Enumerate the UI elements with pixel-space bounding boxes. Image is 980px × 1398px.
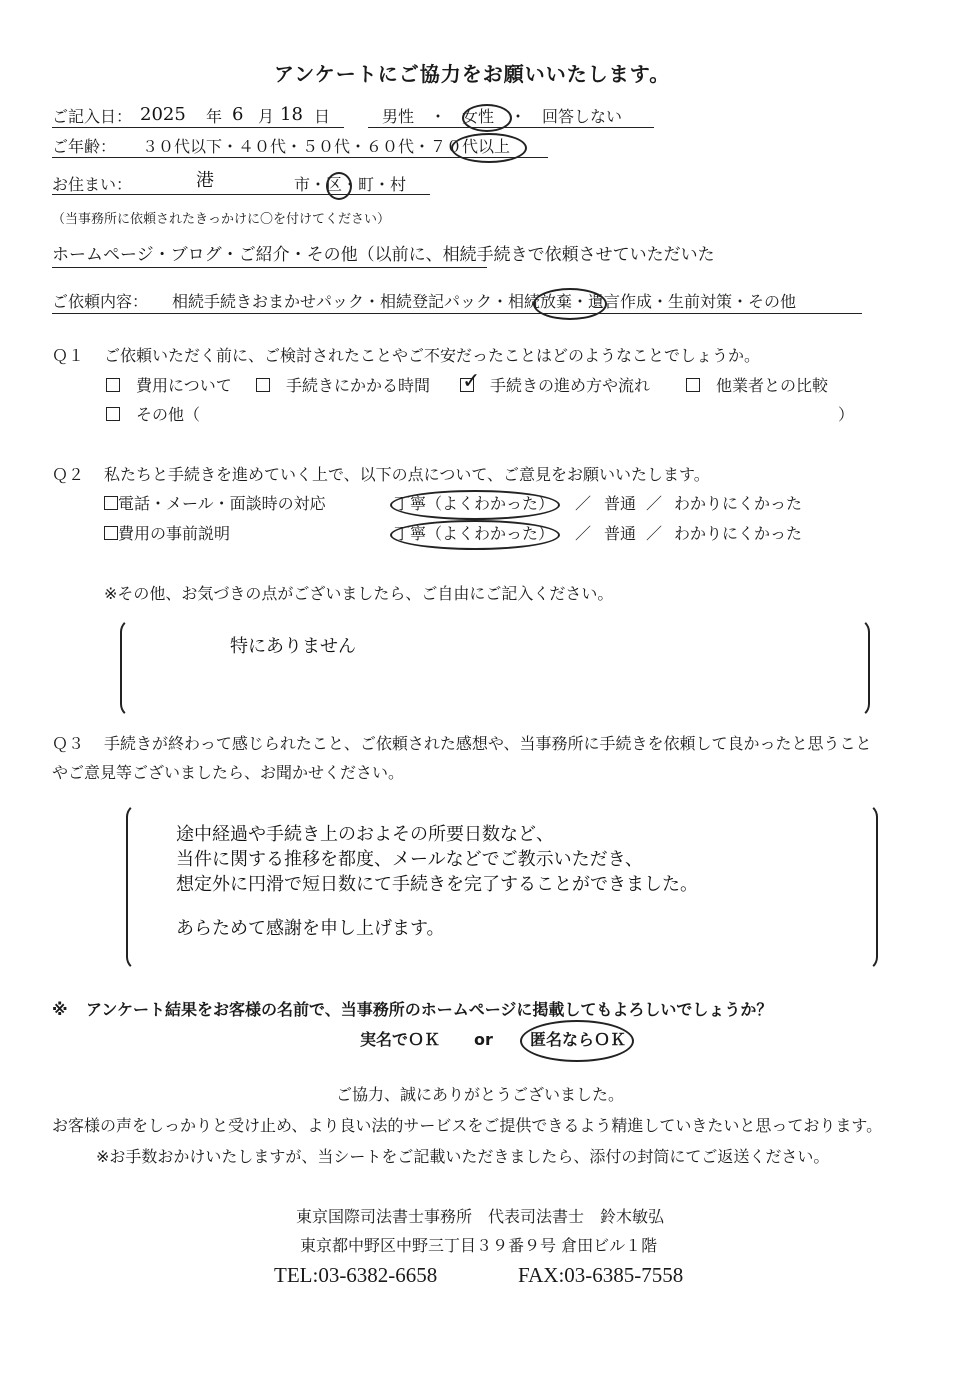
q2-choice-normal[interactable]: 普通 — [604, 524, 637, 543]
age-label: ご年齢： — [52, 137, 117, 156]
publish-option-real[interactable]: 実名でＯＫ — [360, 1030, 441, 1049]
office-fax: FAX:03-6385-7558 — [518, 1263, 684, 1287]
date-year-unit: 年 — [206, 107, 223, 126]
q2-row1-selected-circle — [390, 490, 560, 520]
request-selected-circle — [533, 288, 607, 320]
q2-slash: ／ — [575, 524, 592, 543]
office-name: 東京国際司法書士事務所 代表司法書士 鈴木敏弘 — [296, 1207, 665, 1226]
q2-slash: ／ — [646, 494, 663, 513]
age-underline — [52, 157, 548, 158]
publish-selected-circle — [520, 1020, 634, 1062]
gender-options: 男性 ・ 女性 ・ 回答しない — [382, 107, 623, 126]
date-day-unit: 日 — [314, 107, 331, 126]
q2-answer-bracket — [120, 618, 870, 718]
q1-other-close: ） — [838, 405, 855, 424]
checkbox[interactable] — [106, 407, 120, 421]
checkbox-checked[interactable] — [460, 369, 481, 394]
publish-question: アンケート結果をお客様の名前で、当事務所のホームページに掲載してもよろしいでしょうか？ — [86, 1000, 773, 1019]
q2-choice-unclear[interactable]: わかりにくかった — [674, 494, 803, 513]
q1-option-time[interactable] — [256, 376, 430, 395]
q3-answer-line: あらためて感謝を申し上げます。 — [176, 918, 445, 939]
q1-option-other[interactable] — [106, 405, 200, 424]
page-title: アンケートにご協力をお願いいたします。 — [274, 62, 671, 86]
publish-option-anon[interactable]: 匿名ならＯＫ — [530, 1030, 627, 1049]
q2-other-prompt: ※その他、お気づきの点がございましたら、ご自由にご記入ください。 — [104, 584, 614, 603]
referral-underline — [52, 267, 487, 268]
date-month-unit: 月 — [258, 107, 275, 126]
q2-choice-polite[interactable]: 丁寧（よくわかった） — [394, 524, 555, 543]
q2-choice-unclear[interactable]: わかりにくかった — [674, 524, 803, 543]
address-value: 港 — [196, 170, 214, 191]
q1-option-label: 費用について — [136, 376, 232, 395]
publish-mark: ※ — [52, 1000, 68, 1019]
q1-option-compare[interactable] — [686, 376, 828, 395]
q2-choice-normal[interactable]: 普通 — [604, 494, 637, 513]
checkbox[interactable] — [106, 378, 120, 392]
q3-label: Ｑ３ — [52, 734, 85, 753]
q1-option-label: 手続きにかかる時間 — [286, 376, 431, 395]
age-options: ３０代以下・４０代・５０代・６０代・７０代以上 — [142, 137, 511, 156]
publish-or: or — [474, 1030, 493, 1049]
checkbox[interactable] — [104, 526, 118, 540]
q2-row2-selected-circle — [390, 520, 560, 550]
q2-question: 私たちと手続きを進めていく上で、以下の点について、ご意見をお願いいたします。 — [104, 465, 710, 484]
request-label: ご依頼内容： — [52, 292, 149, 311]
office-tel: TEL:03-6382-6658 — [274, 1263, 438, 1287]
check-mark-icon: ✓ — [462, 369, 481, 394]
address-underline — [52, 194, 430, 195]
referral-note: （当事務所に依頼されたきっかけに〇を付けてください） — [52, 212, 391, 227]
request-underline — [52, 313, 862, 314]
q1-label: Ｑ１ — [52, 346, 85, 365]
address-options: 市・区・町・村 — [294, 175, 407, 194]
q2-row-label: 費用の事前説明 — [118, 524, 231, 543]
checkbox[interactable] — [256, 378, 270, 392]
q2-choice-polite[interactable]: 丁寧（よくわかった） — [394, 494, 555, 513]
closing-thanks: ご協力、誠にありがとうございました。 — [336, 1085, 625, 1104]
q2-answer-text: 特にありません — [230, 636, 356, 657]
date-label: ご記入日： — [52, 107, 133, 126]
q3-answer-line: 当件に関する推移を都度、メールなどでご教示いただき、 — [176, 849, 643, 870]
date-year: 2025 — [140, 104, 186, 125]
q3-answer-line: 途中経過や手続き上のおよその所要日数など、 — [176, 824, 554, 845]
referral-options: ホームページ・ブログ・ご紹介・その他（以前に、相続手続きで依頼させていただいた — [52, 245, 715, 265]
q2-row-item — [104, 494, 326, 513]
gender-underline — [368, 127, 654, 128]
address-selected-circle — [326, 172, 352, 200]
q1-option-label: 他業者との比較 — [716, 376, 829, 395]
q1-option-label: 手続きの進め方や流れ — [490, 376, 651, 395]
date-day: 18 — [280, 104, 303, 125]
q1-option-cost[interactable] — [106, 376, 232, 395]
checkbox[interactable] — [686, 378, 700, 392]
q3-question-line2: やご意見等ございましたら、お聞かせください。 — [52, 763, 405, 782]
request-options: 相続手続きおまかせパック・相続登記パック・相続放棄・遺言作成・生前対策・その他 — [172, 292, 797, 311]
date-month: 6 — [232, 104, 244, 125]
q2-slash: ／ — [646, 524, 663, 543]
q1-question: ご依頼いただく前に、ご検討されたことやご不安だったことはどのようなことでしょうか。 — [104, 346, 761, 365]
checkbox[interactable] — [104, 496, 118, 510]
q1-other-label: その他（ — [136, 405, 201, 424]
date-underline — [52, 127, 344, 128]
q2-row-item — [104, 524, 230, 543]
address-label: お住まい： — [52, 175, 133, 194]
closing-commitment: お客様の声をしっかりと受け止め、より良い法的サービスをご提供できるよう精進していきたいと思っております。 — [52, 1116, 883, 1135]
age-selected-circle — [451, 133, 527, 163]
q3-answer-line: 想定外に円滑で短日数にて手続きを完了することができました。 — [176, 874, 698, 895]
q1-option-process[interactable] — [460, 369, 651, 395]
q2-label: Ｑ２ — [52, 465, 85, 484]
q2-row-label: 電話・メール・面談時の対応 — [118, 494, 326, 513]
q3-question-line1: 手続きが終わって感じられたこと、ご依頼された感想や、当事務所に手続きを依頼して良かったと思うこと — [104, 734, 872, 753]
closing-return-note: ※お手数おかけいたしますが、当シートをご記載いただきましたら、添付の封筒にてご返送ください。 — [96, 1147, 830, 1166]
q2-slash: ／ — [575, 494, 592, 513]
office-address: 東京都中野区中野三丁目３９番９号 倉田ビル１階 — [300, 1236, 658, 1255]
